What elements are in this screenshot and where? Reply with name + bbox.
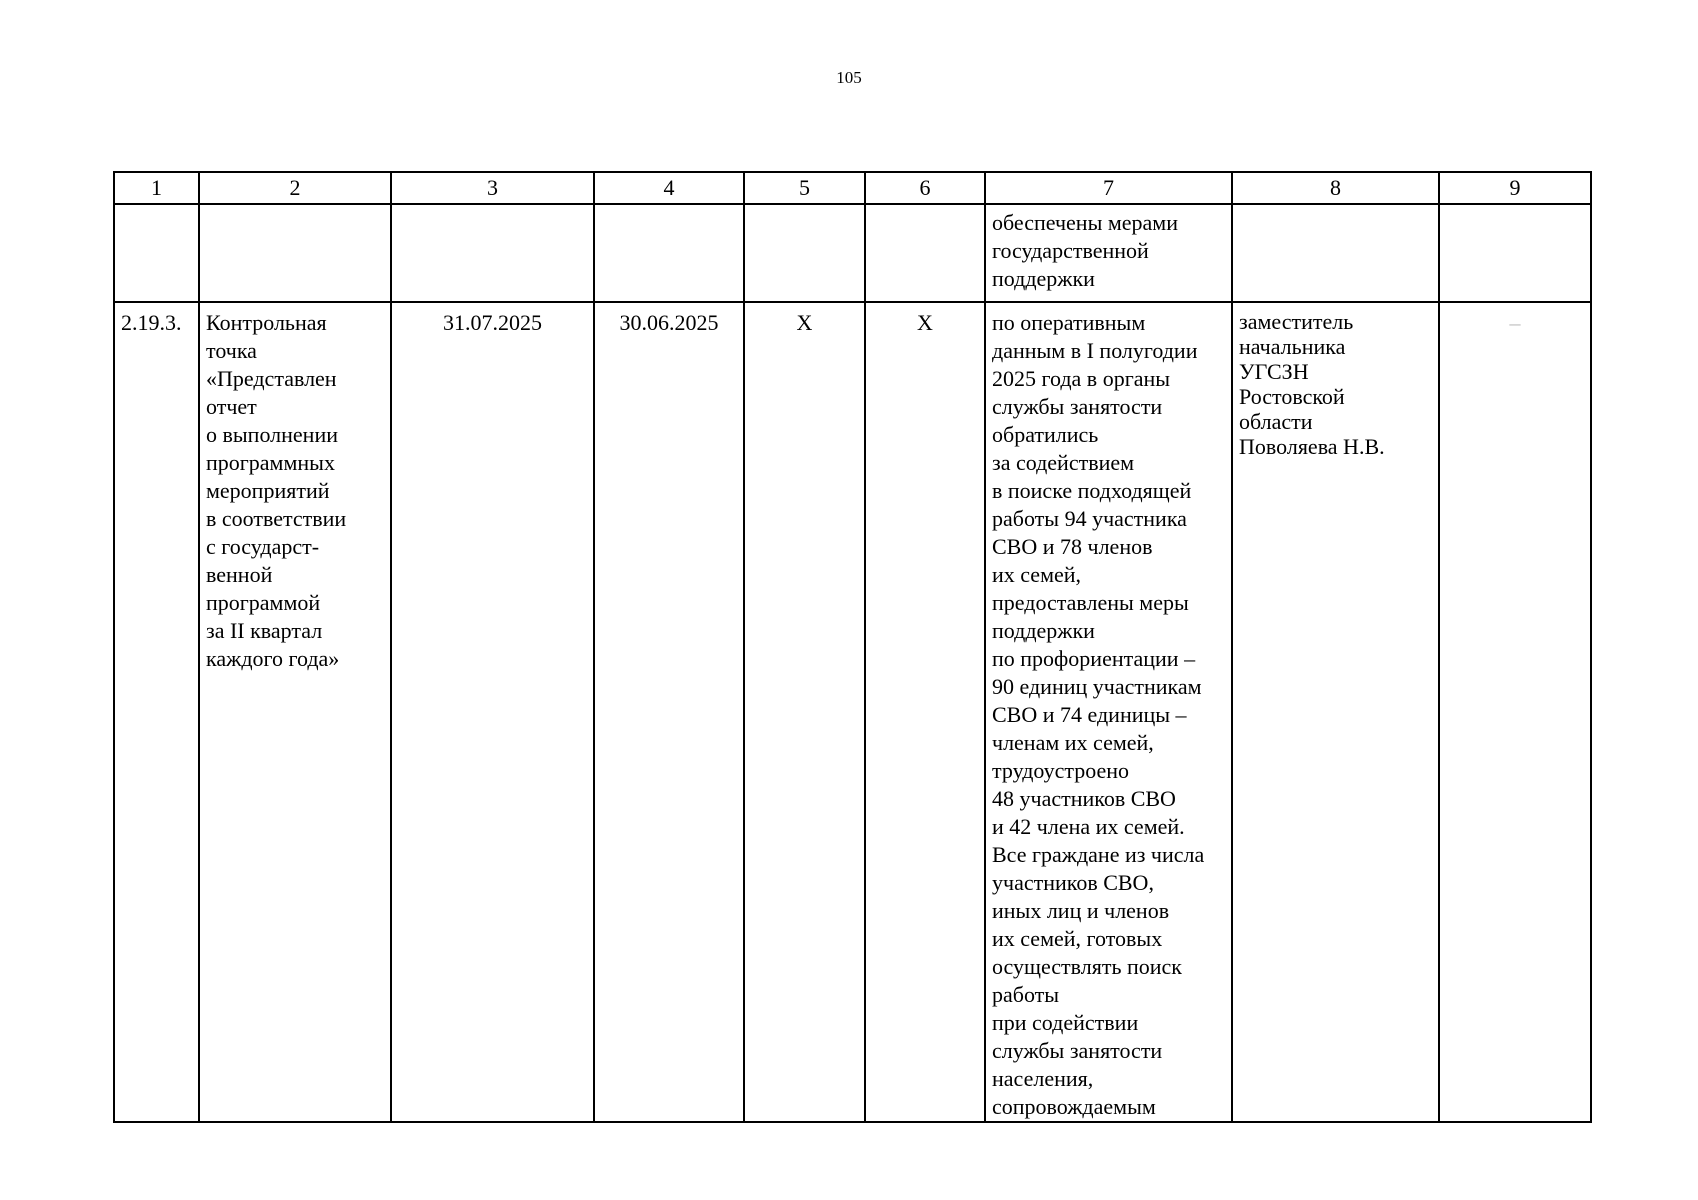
name-line: каждого года» bbox=[206, 646, 340, 671]
cont-cell-4 bbox=[594, 204, 744, 302]
col6-mark: X bbox=[865, 302, 985, 1122]
result-line: данным в I полугодии bbox=[992, 338, 1198, 363]
result-line: членам их семей, bbox=[992, 730, 1154, 755]
name-line: Контрольная bbox=[206, 310, 327, 335]
result-line: обратились bbox=[992, 422, 1099, 447]
header-cell-1: 1 bbox=[114, 172, 199, 204]
result-line: службы занятости bbox=[992, 1038, 1163, 1063]
result-line: работы bbox=[992, 982, 1060, 1007]
name-line: отчет bbox=[206, 394, 257, 419]
result-line: по профориентации – bbox=[992, 646, 1196, 671]
cont-line: обеспечены мерами bbox=[992, 210, 1179, 235]
result-line: 2025 года в органы bbox=[992, 366, 1171, 391]
cont-cell-3 bbox=[391, 204, 594, 302]
page-number: 105 bbox=[836, 68, 862, 87]
fact-date: 30.06.2025 bbox=[594, 302, 744, 1122]
responsible-line: Поволяева Н.В. bbox=[1239, 434, 1385, 459]
result-line: службы занятости bbox=[992, 394, 1163, 419]
document-table bbox=[113, 171, 1592, 1123]
result-line: осуществлять поиск bbox=[992, 954, 1182, 979]
result-line: СВО и 74 единицы – bbox=[992, 702, 1187, 727]
header-cell-4: 4 bbox=[594, 172, 744, 204]
name-line: с государст- bbox=[206, 534, 320, 559]
result-line: при содействии bbox=[992, 1010, 1139, 1035]
cont-cell-5 bbox=[744, 204, 865, 302]
result-line: и 42 члена их семей. bbox=[992, 814, 1185, 839]
name-line: программных bbox=[206, 450, 335, 475]
cont-cell-8 bbox=[1232, 204, 1439, 302]
cont-cell-6 bbox=[865, 204, 985, 302]
result-line: за содействием bbox=[992, 450, 1135, 475]
result-line: населения, bbox=[992, 1066, 1094, 1091]
result-line: СВО и 78 членов bbox=[992, 534, 1153, 559]
header-cell-9: 9 bbox=[1439, 172, 1591, 204]
header-cell-8: 8 bbox=[1232, 172, 1439, 204]
result-cell bbox=[985, 302, 1232, 1122]
result-line: их семей, готовых bbox=[992, 926, 1163, 951]
responsible-line: начальника bbox=[1239, 334, 1346, 359]
checkpoint-name-cell bbox=[199, 302, 391, 1122]
result-line: иных лиц и членов bbox=[992, 898, 1170, 923]
header-cell-3: 3 bbox=[391, 172, 594, 204]
name-line: программой bbox=[206, 590, 321, 615]
name-line: «Представлен bbox=[206, 366, 337, 391]
cont-cell-2 bbox=[199, 204, 391, 302]
result-line: трудоустроено bbox=[992, 758, 1130, 783]
result-line: в поиске подходящей bbox=[992, 478, 1192, 503]
result-line: участников СВО, bbox=[992, 870, 1154, 895]
name-line: в соответствии bbox=[206, 506, 347, 531]
responsible-line: заместитель bbox=[1239, 309, 1354, 334]
header-cell-6: 6 bbox=[865, 172, 985, 204]
col5-mark: X bbox=[744, 302, 865, 1122]
header-cell-2: 2 bbox=[199, 172, 391, 204]
cont-cell-1 bbox=[114, 204, 199, 302]
col9-dash: – bbox=[1439, 302, 1591, 1122]
result-line: 48 участников СВО bbox=[992, 786, 1176, 811]
result-line: поддержки bbox=[992, 618, 1095, 643]
header-cell-5: 5 bbox=[744, 172, 865, 204]
result-line: работы 94 участника bbox=[992, 506, 1187, 531]
result-line: их семей, bbox=[992, 562, 1082, 587]
name-line: о выполнении bbox=[206, 422, 338, 447]
result-line: по оперативным bbox=[992, 310, 1146, 335]
row-number: 2.19.3. bbox=[114, 302, 199, 1122]
result-line: 90 единиц участникам bbox=[992, 674, 1202, 699]
header-row bbox=[114, 172, 1591, 204]
header-cell-7: 7 bbox=[985, 172, 1232, 204]
cont-line: поддержки bbox=[992, 266, 1095, 291]
result-line: сопровождаемым bbox=[992, 1094, 1156, 1119]
cont-cell-7 bbox=[985, 204, 1232, 302]
name-line: за II квартал bbox=[206, 618, 323, 643]
responsible-line: Ростовской bbox=[1239, 384, 1345, 409]
cont-line: государственной bbox=[992, 238, 1149, 263]
cont-cell-9 bbox=[1439, 204, 1591, 302]
name-line: мероприятий bbox=[206, 478, 330, 503]
responsible-line: области bbox=[1239, 409, 1313, 434]
responsible-line: УГСЗН bbox=[1239, 359, 1309, 384]
name-line: венной bbox=[206, 562, 273, 587]
continuation-row bbox=[114, 204, 1591, 302]
responsible-cell bbox=[1232, 302, 1439, 1122]
plan-date: 31.07.2025 bbox=[391, 302, 594, 1122]
result-line: предоставлены меры bbox=[992, 590, 1189, 615]
table-row bbox=[114, 302, 1591, 1122]
name-line: точка bbox=[206, 338, 257, 363]
result-line: Все граждане из числа bbox=[992, 842, 1205, 867]
